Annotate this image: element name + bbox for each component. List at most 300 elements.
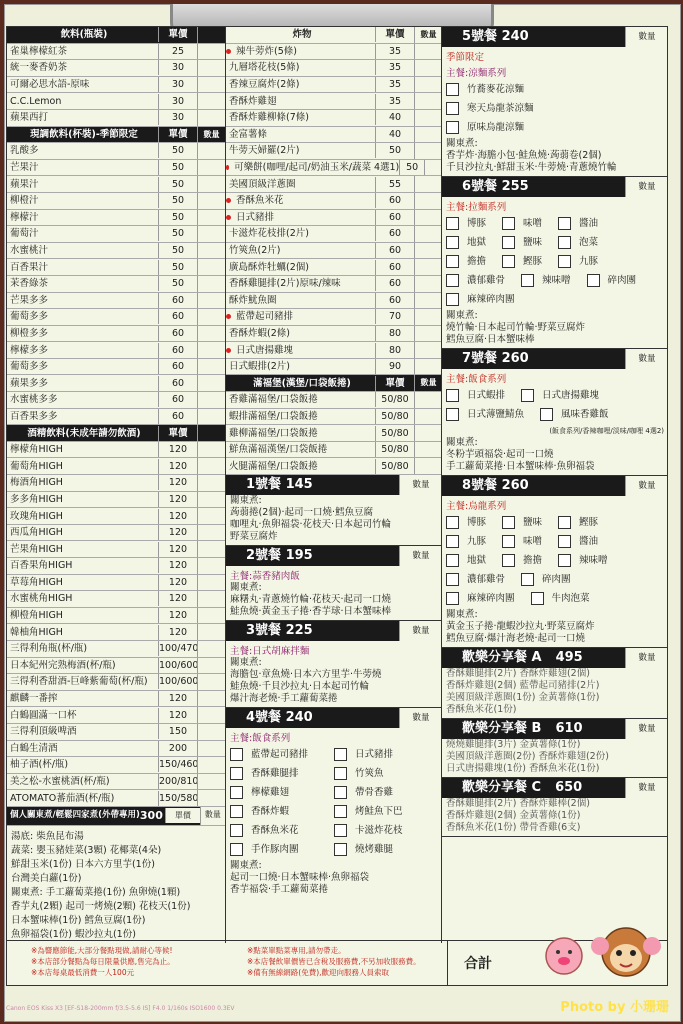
option-checkbox[interactable]: [502, 532, 550, 551]
note-line: ※本店每桌最低消費一人100元: [31, 968, 135, 977]
quantity-box[interactable]: [197, 541, 225, 557]
option-checkbox[interactable]: [540, 405, 617, 424]
option-label: 味噌: [523, 218, 543, 229]
menu-row: [226, 110, 442, 127]
option-checkbox[interactable]: [446, 589, 523, 608]
option-checkbox[interactable]: [521, 570, 579, 589]
quantity-box[interactable]: [197, 641, 225, 657]
option-checkbox[interactable]: [230, 783, 326, 802]
photo-credit: Photo by 小珊珊: [560, 1000, 669, 1015]
item-name: 金富薯條: [229, 128, 268, 140]
quantity-box[interactable]: [197, 475, 225, 491]
option-checkbox[interactable]: [446, 252, 494, 271]
quantity-box[interactable]: [414, 442, 442, 458]
quantity-box[interactable]: [197, 674, 225, 690]
quantity-box[interactable]: [197, 309, 225, 325]
item-price: 60: [375, 293, 414, 308]
option-checkbox[interactable]: [558, 551, 616, 570]
quantity-box[interactable]: [197, 409, 225, 425]
quantity-box[interactable]: [197, 326, 225, 342]
quantity-box[interactable]: [197, 259, 225, 275]
set-subtitle: 主餐:飯食系列: [446, 374, 507, 385]
option-checkbox[interactable]: [446, 570, 513, 589]
item-name: C.C.Lemon: [10, 95, 62, 107]
quantity-box[interactable]: [197, 276, 225, 292]
item-price: 120: [158, 625, 197, 640]
option-checkbox[interactable]: [230, 840, 326, 859]
item-name: 辣牛蒡炸(5條): [236, 45, 297, 57]
item-price: 55: [375, 177, 414, 192]
menu-row: [226, 359, 442, 376]
quantity-box[interactable]: 數量: [625, 177, 668, 197]
menu-row: [7, 492, 225, 509]
item-price: 60: [158, 409, 197, 424]
option-label: 檸檬雞翅: [251, 787, 290, 799]
set-options: [442, 512, 668, 609]
item-name: 乳酸多: [10, 145, 39, 157]
menu-row: [7, 741, 225, 758]
share-title: [442, 778, 625, 798]
item-price: 30: [158, 60, 197, 75]
hotpot-line: 鮮甜玉米(1份) 日本六方里芋(1份): [11, 858, 155, 870]
option-checkbox[interactable]: [446, 99, 656, 118]
option-checkbox[interactable]: [446, 214, 494, 233]
quantity-box[interactable]: [197, 342, 225, 358]
option-checkbox[interactable]: [502, 513, 550, 532]
checkbox[interactable]: [587, 274, 600, 287]
menu-row: [226, 309, 442, 326]
option-checkbox[interactable]: [334, 821, 430, 840]
item-name: 柳橙多多: [10, 327, 49, 339]
quantity-box[interactable]: [197, 558, 225, 574]
quantity-box[interactable]: [197, 226, 225, 242]
item-price: 35: [375, 94, 414, 109]
checkbox[interactable]: [334, 767, 347, 780]
quantity-box[interactable]: [414, 409, 442, 425]
checkbox[interactable]: [230, 748, 243, 761]
option-checkbox[interactable]: [502, 252, 550, 271]
option-checkbox[interactable]: [230, 802, 326, 821]
quantity-box[interactable]: [414, 226, 442, 242]
set-title: 6號餐 255: [442, 177, 625, 197]
menu-row: [226, 127, 442, 144]
item-name: 草莓角HIGH: [10, 576, 63, 588]
checkbox[interactable]: [334, 843, 347, 856]
item-name: 雞柳滿福堡/口袋飯捲: [229, 427, 318, 439]
option-checkbox[interactable]: [230, 745, 326, 764]
checkbox[interactable]: [502, 236, 515, 249]
item-price: 120: [158, 442, 197, 457]
quantity-box[interactable]: [197, 458, 225, 474]
quantity-box[interactable]: [414, 309, 442, 325]
menu-row: [226, 93, 442, 110]
menu-row: [7, 210, 225, 227]
option-checkbox[interactable]: [502, 233, 550, 252]
checkbox[interactable]: [502, 217, 515, 230]
item-price: 60: [375, 243, 414, 258]
item-price: 70: [375, 309, 414, 324]
item-name: 芒果汁: [10, 162, 39, 174]
quantity-box[interactable]: [197, 243, 225, 259]
item-name: 廣島酥炸牡蠣(2個): [229, 261, 309, 273]
quantity-box[interactable]: [414, 77, 442, 93]
quantity-box[interactable]: [414, 243, 442, 259]
quantity-box[interactable]: 數量: [399, 621, 442, 641]
option-checkbox[interactable]: [446, 386, 513, 405]
option-checkbox[interactable]: [334, 840, 430, 859]
checkbox[interactable]: [446, 516, 459, 529]
item-price: 150/580: [159, 792, 199, 804]
checkbox[interactable]: [540, 408, 553, 421]
quantity-box[interactable]: [197, 724, 225, 740]
item-price: 50: [375, 143, 414, 158]
quantity-box[interactable]: [197, 591, 225, 607]
checkbox[interactable]: [446, 408, 459, 421]
quantity-box[interactable]: [414, 342, 442, 358]
item-name: 芒果角HIGH: [10, 543, 63, 555]
checkbox[interactable]: [446, 293, 459, 306]
set-line: 香芋炸·海膽小包·鮭魚燒·蒟蒻卷(2個): [446, 150, 602, 161]
option-checkbox[interactable]: [446, 233, 494, 252]
share-header: [442, 719, 668, 739]
quantity-box[interactable]: [414, 392, 442, 408]
option-label: 濃郁雞骨: [467, 275, 506, 286]
option-checkbox[interactable]: [334, 802, 430, 821]
quantity-box[interactable]: [197, 658, 225, 674]
option-checkbox[interactable]: [558, 233, 606, 252]
set-options: [442, 385, 668, 425]
checkbox[interactable]: [558, 516, 571, 529]
option-checkbox[interactable]: [558, 214, 606, 233]
checkbox[interactable]: [446, 236, 459, 249]
checkbox[interactable]: [558, 255, 571, 268]
quantity-box[interactable]: [197, 44, 225, 60]
set-meal: [226, 475, 442, 546]
option-checkbox[interactable]: [230, 821, 326, 840]
quantity-box[interactable]: [197, 392, 225, 408]
item-price: 120: [158, 691, 197, 706]
quantity-box[interactable]: [414, 210, 442, 226]
share-header: [442, 778, 668, 798]
item-name: 三得利角瓶(杯/瓶): [10, 643, 88, 655]
quantity-box[interactable]: 數量: [625, 349, 668, 369]
item-name: 火腿滿福堡/口袋飯捲: [229, 460, 318, 472]
quantity-box[interactable]: [197, 608, 225, 624]
option-checkbox[interactable]: [558, 532, 606, 551]
quantity-box[interactable]: [414, 259, 442, 275]
quantity-box[interactable]: [414, 110, 442, 126]
option-label: 泡菜: [579, 237, 599, 248]
option-label: 牛肉泡菜: [551, 593, 590, 604]
quantity-box[interactable]: [197, 508, 225, 524]
item-price: 50/80: [375, 392, 414, 407]
item-price: 60: [375, 226, 414, 241]
checkbox[interactable]: [521, 389, 534, 402]
menu-row: [7, 293, 225, 310]
quantity-box[interactable]: 數量: [625, 719, 668, 739]
quantity-box[interactable]: 數量: [399, 475, 442, 495]
item-price: 50/80: [375, 409, 414, 424]
hotpot-description: [7, 826, 225, 942]
item-name: 日本紀州完熟梅酒(杯/瓶): [10, 659, 116, 671]
quantity-box[interactable]: [197, 492, 225, 508]
set-line: 麻糬丸·青蔥燒竹輪·花枝天·起司一口燒: [230, 594, 392, 606]
item-price: 150: [158, 724, 197, 739]
quantity-box[interactable]: [414, 176, 442, 192]
note-line: ※為響應節能,大部分餐點現做,請耐心等候!: [31, 946, 173, 955]
option-checkbox[interactable]: [521, 386, 607, 405]
option-label: 香酥魚米花: [251, 825, 299, 837]
set-meal: [442, 349, 668, 476]
quantity-box[interactable]: [197, 375, 225, 391]
quantity-box[interactable]: 數量: [399, 546, 442, 566]
option-label: 日式薄鹽鯖魚: [467, 409, 525, 420]
checkbox[interactable]: [230, 767, 243, 780]
item-name: 麒麟一番搾: [10, 693, 58, 705]
menu-row: [7, 375, 225, 392]
quantity-box[interactable]: [197, 160, 225, 176]
quantity-box[interactable]: [414, 425, 442, 441]
checkbox[interactable]: [446, 217, 459, 230]
item-price: 120: [158, 542, 197, 557]
quantity-box[interactable]: [424, 160, 442, 176]
checkbox[interactable]: [531, 592, 544, 605]
option-label: 帶骨香雞: [355, 787, 394, 799]
option-checkbox[interactable]: [531, 589, 598, 608]
quantity-box[interactable]: [197, 93, 225, 109]
menu-row: [7, 309, 225, 326]
checkbox[interactable]: [446, 255, 459, 268]
checkbox[interactable]: [558, 554, 571, 567]
menu-row: [7, 458, 225, 475]
checkbox[interactable]: [502, 535, 515, 548]
set-options: [442, 79, 668, 138]
checkbox[interactable]: [230, 805, 243, 818]
set-subtitle: 主餐:拉麵系列: [446, 202, 507, 213]
checkbox[interactable]: [558, 236, 571, 249]
quantity-box[interactable]: [197, 691, 225, 707]
item-name: 水蜜桃汁: [10, 245, 49, 257]
option-checkbox[interactable]: [558, 513, 606, 532]
quantity-box[interactable]: 數量: [625, 476, 668, 496]
checkbox[interactable]: [334, 786, 347, 799]
menu-row: [7, 707, 225, 724]
option-label: 碎肉團: [542, 574, 571, 585]
quantity-box[interactable]: [197, 790, 225, 806]
option-checkbox[interactable]: [521, 271, 579, 290]
quantity-box[interactable]: [197, 77, 225, 93]
checkbox[interactable]: [502, 516, 515, 529]
item-price: 25: [158, 44, 197, 59]
menu-row: [226, 409, 442, 426]
option-checkbox[interactable]: [502, 214, 550, 233]
item-price: 120: [158, 708, 197, 723]
quantity-box[interactable]: [197, 525, 225, 541]
option-label: 地獄: [467, 237, 487, 248]
option-checkbox[interactable]: [446, 405, 532, 424]
menu-row: [7, 641, 225, 658]
quantity-box[interactable]: [197, 60, 225, 76]
option-checkbox[interactable]: [446, 532, 494, 551]
menu-row: [226, 160, 442, 177]
share-name: 歡樂分享餐 B: [462, 721, 542, 736]
item-price: 35: [375, 60, 414, 75]
menu-row: [7, 77, 225, 94]
item-name: 酥炸魷魚圈: [229, 294, 277, 306]
checkbox[interactable]: [334, 824, 347, 837]
item-name: 水蜜桃多多: [10, 394, 58, 406]
quantity-box[interactable]: [197, 210, 225, 226]
option-checkbox[interactable]: [587, 271, 645, 290]
option-label: 九豚: [467, 536, 487, 547]
quantity-box[interactable]: [197, 774, 225, 790]
set-header: [226, 546, 442, 566]
quantity-box[interactable]: [414, 193, 442, 209]
quantity-box[interactable]: [197, 442, 225, 458]
set-options: [442, 213, 668, 310]
checkbox[interactable]: [446, 573, 459, 586]
option-checkbox[interactable]: [334, 745, 430, 764]
item-name: 卡滋炸花枝排(2片): [229, 228, 309, 240]
checkbox[interactable]: [502, 554, 515, 567]
checkbox[interactable]: [230, 786, 243, 799]
item-name: 韓柚角HIGH: [10, 626, 63, 638]
hotpot-line: 蔬菜: 嬰玉豬娃菜(3顆) 花椰菜(4朵): [11, 844, 162, 856]
option-checkbox[interactable]: [446, 513, 494, 532]
checkbox[interactable]: [446, 83, 459, 96]
option-label: 燒烤雞腿: [355, 844, 394, 856]
set-line: 鮭魚燒·千貝沙拉丸·日本起司竹輪: [230, 681, 370, 693]
quantity-box[interactable]: [414, 293, 442, 309]
share-title: [442, 719, 625, 739]
item-price: 50: [399, 160, 424, 175]
checkbox[interactable]: [230, 843, 243, 856]
set-meal-4: 4號餐 240 數量 主餐:飯食系列 藍帶起司豬排 日式豬排 香酥雞腿排 竹筴魚 檸檬雞翅 帶骨香雞 香酥炸蝦 烤鮭魚下巴 香酥魚米花 卡滋炸花枝 手作豚肉團 燒烤雞腿 關東煮: 起司一口燒·日本蟹味棒·魚卵福袋 香芋福袋·手工蘿蔔菜捲: [226, 708, 442, 898]
checkbox[interactable]: [521, 573, 534, 586]
quantity-box[interactable]: [197, 110, 225, 126]
checkbox[interactable]: [446, 554, 459, 567]
menu-row: [226, 259, 442, 276]
checkbox[interactable]: [446, 389, 459, 402]
quantity-box[interactable]: [414, 127, 442, 143]
quantity-box[interactable]: [197, 359, 225, 375]
menu-row: [7, 60, 225, 77]
item-name: 百香果汁: [10, 261, 49, 273]
item-name: 檸檬角HIGH: [10, 444, 63, 456]
checkbox[interactable]: [446, 102, 459, 115]
item-price: 50: [158, 177, 197, 192]
option-checkbox[interactable]: [446, 271, 513, 290]
option-checkbox[interactable]: [334, 764, 430, 783]
checkbox[interactable]: [334, 805, 347, 818]
quantity-box[interactable]: [414, 93, 442, 109]
quantity-box[interactable]: [197, 757, 225, 773]
item-name: 鮮魚滿福漢堡/口袋飯捲: [229, 444, 328, 456]
hotpot-line: 關東煮: 手工蘿蔔菜捲(1份) 魚卵燒(1顆): [11, 886, 181, 898]
quantity-box[interactable]: [197, 293, 225, 309]
checkbox[interactable]: [334, 748, 347, 761]
share-item: 美國頂級洋蔥圈(1份) 金黃薯條(1份): [446, 692, 600, 703]
item-name: 香酥魚米花: [236, 195, 284, 207]
hotpot-line: 魚卵福袋(1份) 蝦沙拉丸(1份): [11, 928, 136, 940]
share-item: 香酥魚米花(1份) 帶骨香雞(6支): [446, 822, 581, 833]
item-price: 60: [158, 343, 197, 358]
checkbox[interactable]: [521, 274, 534, 287]
item-price: 90: [375, 359, 414, 374]
checkbox[interactable]: [558, 217, 571, 230]
quantity-box[interactable]: [414, 143, 442, 159]
quantity-box[interactable]: [197, 707, 225, 723]
option-checkbox[interactable]: [446, 80, 656, 99]
quantity-box[interactable]: [414, 458, 442, 474]
item-name: 美國頂級洋蔥圈: [229, 178, 296, 190]
option-label: 味噌: [523, 536, 543, 547]
quantity-box[interactable]: [197, 741, 225, 757]
drinks-column: [7, 27, 225, 943]
quantity-box[interactable]: [414, 60, 442, 76]
checkbox[interactable]: [230, 824, 243, 837]
menu-row: [7, 475, 225, 492]
menu-row: [7, 591, 225, 608]
option-checkbox[interactable]: [558, 252, 606, 271]
quantity-box[interactable]: [414, 44, 442, 60]
checkbox[interactable]: [446, 274, 459, 287]
menu-row: [7, 342, 225, 359]
option-checkbox[interactable]: [230, 764, 326, 783]
option-label: 辣味噌: [542, 275, 571, 286]
checkbox[interactable]: [446, 592, 459, 605]
option-checkbox[interactable]: [446, 551, 494, 570]
item-price: 50: [158, 260, 197, 275]
quantity-box[interactable]: [197, 193, 225, 209]
item-price: 60: [158, 376, 197, 391]
hotpot-line: 香芋丸(2顆) 起司一烤燒(2顆) 花枝天(1份): [11, 900, 191, 912]
item-name: 檸檬汁: [10, 211, 39, 223]
quantity-box[interactable]: [414, 326, 442, 342]
checkbox[interactable]: [558, 535, 571, 548]
quantity-box[interactable]: 數量: [625, 778, 668, 798]
quantity-box[interactable]: [414, 276, 442, 292]
checkbox[interactable]: [446, 535, 459, 548]
option-label: 香酥炸蝦: [251, 806, 290, 818]
menu-row: [7, 541, 225, 558]
item-name: 百香果多多: [10, 410, 58, 422]
quantity-box[interactable]: [197, 575, 225, 591]
item-name: 蘋果西打: [10, 112, 49, 124]
quantity-box[interactable]: 數量: [625, 27, 668, 47]
checkbox[interactable]: [446, 121, 459, 134]
quantity-box[interactable]: [197, 624, 225, 640]
quantity-box[interactable]: [414, 359, 442, 375]
option-checkbox[interactable]: [502, 551, 550, 570]
quantity-box[interactable]: 數量: [625, 648, 668, 668]
option-checkbox[interactable]: [446, 290, 523, 309]
quantity-box[interactable]: [197, 176, 225, 192]
menu-row: [7, 757, 225, 774]
item-price: 50: [158, 243, 197, 258]
quantity-box[interactable]: [197, 143, 225, 159]
set-header: [442, 349, 668, 369]
item-price: 120: [158, 558, 197, 573]
checkbox[interactable]: [502, 255, 515, 268]
set-meal: [226, 621, 442, 708]
item-name: 蘋果汁: [10, 178, 39, 190]
item-name: 日式豬排: [236, 211, 275, 223]
option-checkbox[interactable]: [334, 783, 430, 802]
menu-row: [226, 392, 442, 409]
option-checkbox[interactable]: [446, 118, 656, 137]
item-price: 120: [158, 525, 197, 540]
